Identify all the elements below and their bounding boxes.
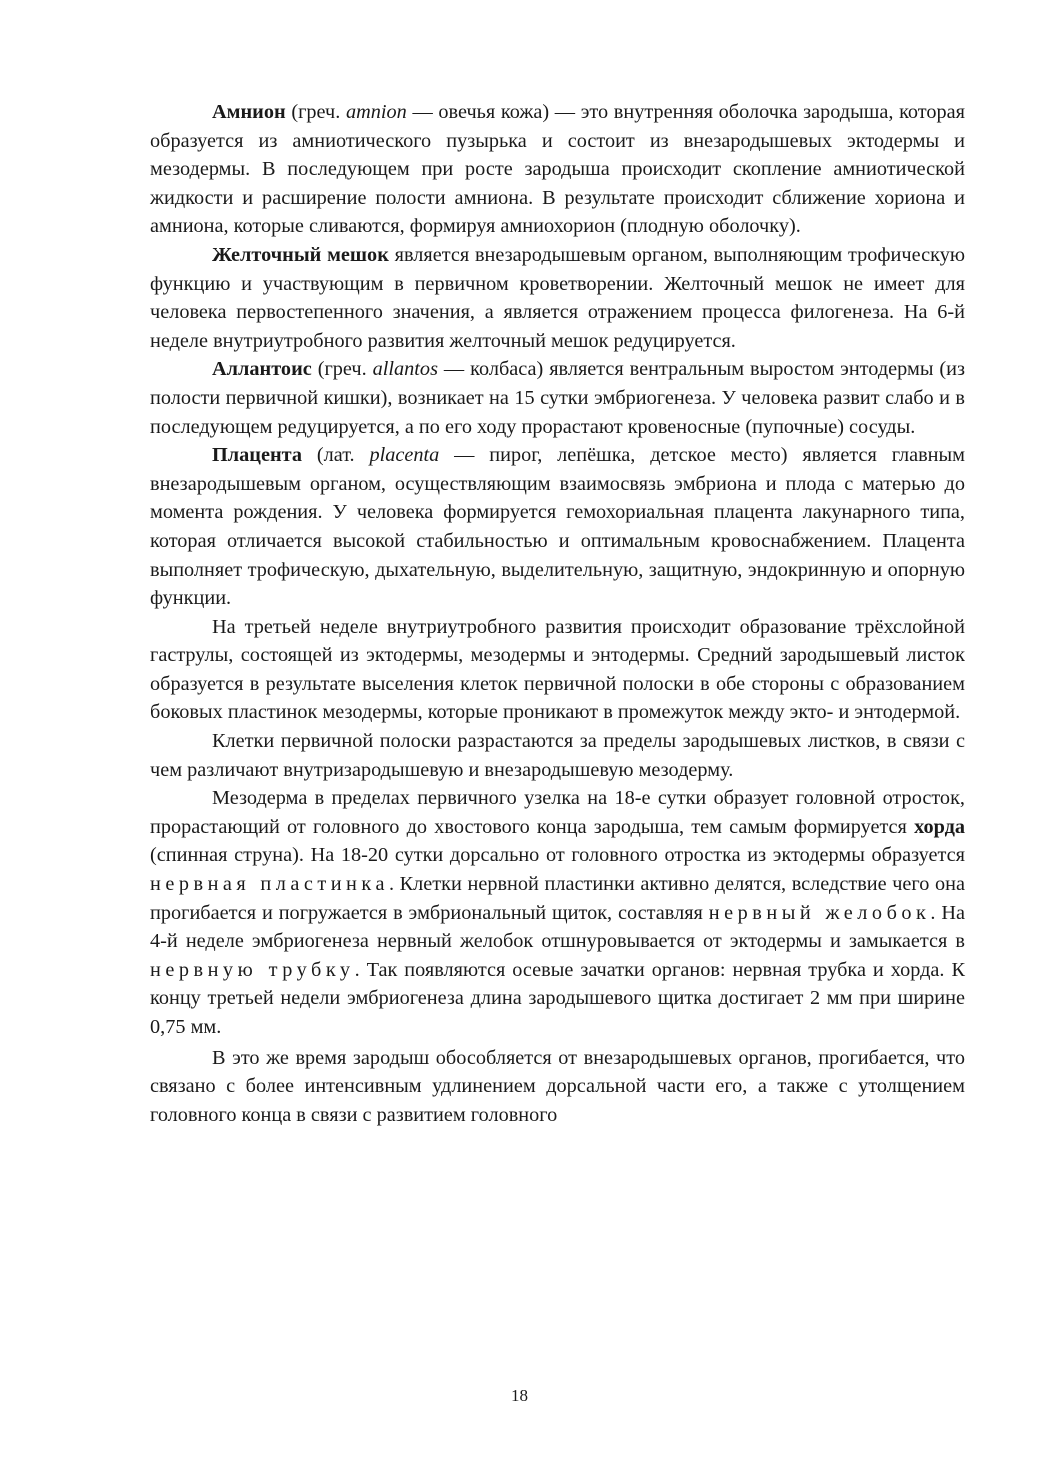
- term-placenta: Плацента: [212, 444, 303, 467]
- term-chorda: хорда: [914, 815, 965, 838]
- paragraph-allantois-text: — колбаса) является вентральным выростом энтодермы (из полости первичной кишки), возникает на 15 сутки эмбриогенеза. У человека развит слабо и в последующем редуцируется, а по его ходу прорастают кровеносные (пупочные) сосуды.: [150, 358, 965, 438]
- term-neural-groove: нервный желобок: [708, 901, 931, 924]
- paragraph-amnion-pre: (греч.: [285, 101, 346, 123]
- term-yolk-sac: Желточный мешок: [212, 243, 389, 266]
- paragraph-amnion: [150, 98, 965, 241]
- latin-amnion: amnion: [345, 101, 407, 123]
- term-amnion: Амнион: [212, 101, 286, 123]
- mesoderm-text-1: Мезодерма в пределах первичного узелка на 18-е сутки образует головной отросток, прорастающий от головного до хвостового конца зародыша, тем самым формируется: [150, 787, 965, 838]
- page-number: 18: [511, 1386, 528, 1405]
- paragraph-placenta-pre: (лат.: [302, 444, 370, 467]
- paragraph-amnion-text: — овечья кожа) — это внутренняя оболочка зародыша, которая образуется из амниотического пузырька и состоит из внезародышевых эктодермы и мезодермы. В последующем при росте зародыша происходит скопление амниотической жидкости и расширение полости амниона. В результате происходит сближение хориона и амниона, которые сливаются, формируя амниохорион (плодную оболочку).: [150, 101, 965, 238]
- page-body: [150, 98, 965, 1129]
- paragraph-placenta: [150, 441, 965, 613]
- paragraph-allantois-pre: (греч.: [311, 358, 373, 381]
- mesoderm-text-2: (спинная струна). На 18-20 сутки дорсально от головного отростка из эктодермы образуется: [150, 844, 965, 867]
- mesoderm-text-3: . Клетки нервной пластинки активно делятся, вследствие чего она прогибается и погружается в эмбриональный щиток, составляя: [150, 873, 965, 924]
- paragraph-placenta-text: — пирог, лепёшка, детское место) является главным внезародышевым органом, осуществляющим взаимосвязь эмбриона и плода с матерью до момента рождения. У человека формируется гемохориальная плацента лакунарного типа, которая отличается высокой стабильностью и оптимальным кровоснабжением. Плацента выполняет трофическую, дыхательную, выделительную, защитную, эндокринную и опорную функции.: [150, 444, 965, 610]
- paragraph-mesoderm: [150, 784, 965, 1041]
- mesoderm-text-5: . Так появляются осевые зачатки органов: нервная трубка и хорда. К концу третьей недели эмбриогенеза длина зародышевого щитка достигает 2 мм при ширине 0,75 мм.: [150, 958, 965, 1038]
- latin-allantois: allantos: [372, 358, 438, 381]
- mesoderm-text-4: . На 4-й неделе эмбриогенеза нервный желобок отшнуровывается от эктодермы и замыкается в: [150, 901, 965, 953]
- paragraph-yolk-sac: [150, 241, 965, 355]
- paragraph-allantois: [150, 355, 965, 441]
- paragraph-primitive-streak: Клетки первичной полоски разрастаются за пределы зародышевых листков, в связи с чем различают внутризародышевую и внезародышевую мезодерму.: [150, 730, 965, 781]
- term-neural-plate: нервная пластинка: [150, 873, 389, 896]
- term-neural-tube: нервную трубку: [150, 958, 355, 981]
- term-allantois: Аллантоис: [212, 358, 312, 381]
- paragraph-yolk-sac-text: является внезародышевым органом, выполняющим трофическую функцию и участвующим в первичном кроветворении. Желточный мешок не имеет для человека первостепенного значения, а является отражением процесса филогенеза. На 6-й неделе внутриутробного развития желточный мешок редуцируется.: [150, 243, 965, 352]
- paragraph-gastrula: На третьей неделе внутриутробного развития происходит образование трёхслойной гаструлы, состоящей из эктодермы, мезодермы и энтодермы. Средний зародышевый листок образуется в результате выселения клеток первичной полоски в обе стороны с образованием боковых пластинок мезодермы, которые проникают в промежуток между экто- и энтодермой.: [150, 615, 965, 724]
- paragraph-separation: В это же время зародыш обособляется от внезародышевых органов, прогибается, что связано с более интенсивным удлинением дорсальной части его, а также с утолщением головного конца в связи с развитием головного: [150, 1046, 965, 1126]
- latin-placenta: placenta: [369, 444, 440, 467]
